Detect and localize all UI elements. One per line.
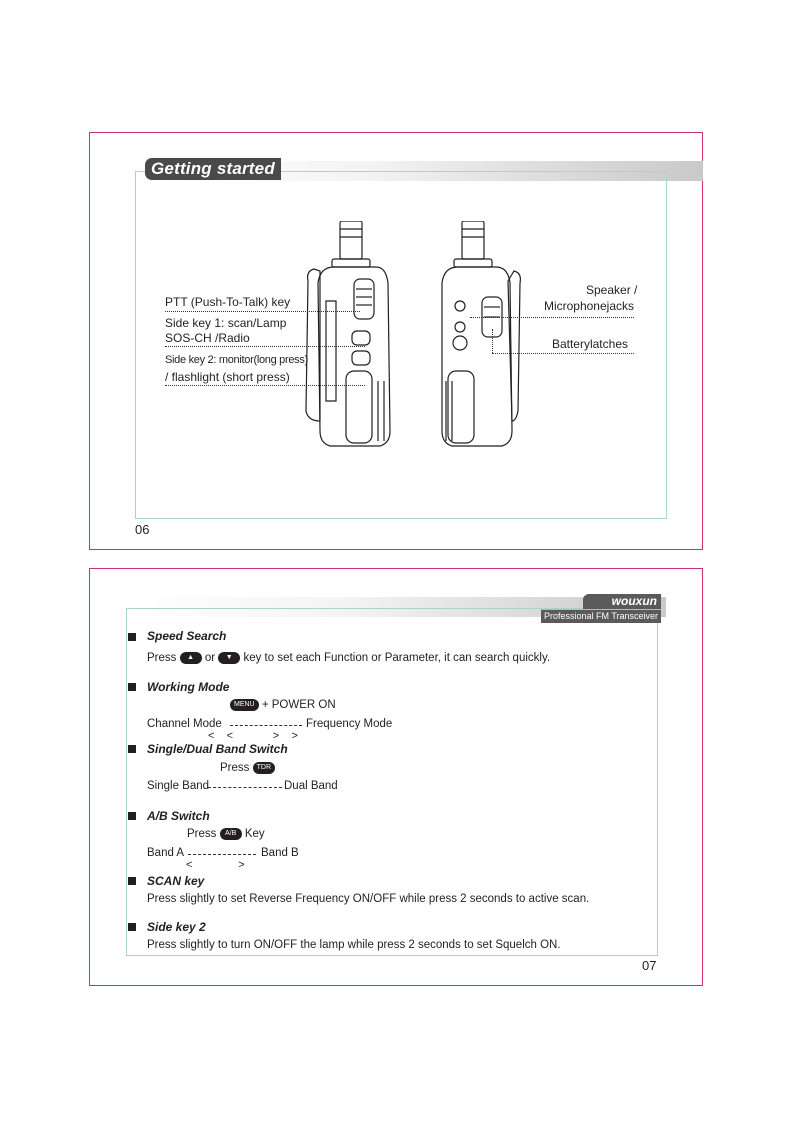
bullet-icon — [128, 877, 136, 885]
bullet-icon — [128, 633, 136, 641]
ptt-leader — [165, 311, 360, 312]
working-mode-combo — [230, 699, 336, 711]
side-key2-title: Side key 2 — [147, 920, 206, 934]
battery-leader — [492, 353, 634, 354]
sos-leader — [165, 346, 365, 347]
side-key2-text: Press slightly to turn ON/OFF the lamp while press 2 seconds to set Squelch ON. — [147, 939, 561, 951]
ab-switch-arrows: < > — [186, 859, 245, 871]
working-mode-line — [230, 725, 302, 726]
up-arrow-icon: ▲ — [180, 652, 202, 664]
ptt-label: PTT (Push-To-Talk) key — [165, 295, 291, 309]
ab-key-icon: A/B — [220, 828, 242, 840]
channel-mode: Channel Mode — [147, 718, 222, 730]
ab-switch-line — [188, 854, 256, 855]
menu-key-icon: MENU — [230, 699, 259, 711]
speed-search-title: Speed Search — [147, 629, 227, 643]
side-key2-label-2: / flashlight (short press) — [165, 370, 290, 384]
brand-logo — [541, 594, 661, 622]
speed-search-or: or — [204, 652, 216, 665]
single-band: Single Band — [147, 780, 210, 792]
battery-label: Batterylatches — [551, 337, 628, 351]
scan-key-title: SCAN key — [147, 874, 205, 888]
bullet-icon — [128, 745, 136, 753]
radio-left-view — [306, 221, 390, 446]
working-mode-title: Working Mode — [147, 680, 230, 694]
bullet-icon — [128, 812, 136, 820]
brand-tagline: Professional FM Transceiver — [541, 609, 661, 623]
down-arrow-icon: ▼ — [218, 652, 240, 664]
side-key2-label-1: Side key 2: monitor(long press) — [165, 354, 308, 366]
page-number: 06 — [135, 522, 150, 537]
power-on-text: + POWER ON — [261, 699, 336, 712]
page-title: Getting started — [145, 158, 281, 180]
page-07 — [89, 568, 703, 986]
working-mode-arrows: < < > > — [208, 730, 298, 742]
bullet-icon — [128, 923, 136, 931]
speed-search-text — [147, 652, 550, 664]
frequency-mode: Frequency Mode — [306, 718, 393, 730]
ab-key-word: Key — [244, 828, 265, 841]
bullet-icon — [128, 683, 136, 691]
battery-leader-vert — [492, 329, 493, 353]
sos-label: SOS-CH /Radio — [165, 331, 250, 345]
radio-right-view — [442, 221, 520, 446]
speaker-label-1: Speaker / — [586, 283, 638, 297]
side-key1-label: Side key 1: scan/Lamp — [165, 316, 287, 330]
brand-name: wouxun — [583, 594, 661, 609]
band-switch-press — [220, 762, 275, 774]
speaker-leader — [470, 317, 634, 318]
tdr-key-icon: TDR — [253, 762, 275, 774]
page-06 — [89, 132, 703, 550]
ab-switch-press — [187, 828, 265, 840]
page-number: 07 — [642, 958, 657, 973]
ab-switch-press-word: Press — [187, 828, 217, 841]
dual-band: Dual Band — [284, 780, 338, 792]
band-a: Band A — [147, 847, 185, 859]
band-b: Band B — [261, 847, 299, 859]
side-key2-leader — [165, 385, 365, 386]
band-switch-line — [208, 787, 282, 788]
scan-key-text: Press slightly to set Reverse Frequency ON/OFF while press 2 seconds to active scan. — [147, 893, 590, 905]
band-switch-press-word: Press — [220, 762, 250, 775]
speaker-label-2: Microphonejacks — [543, 299, 634, 313]
ab-switch-title: A/B Switch — [147, 809, 210, 823]
speed-search-desc: key to set each Function or Parameter, it can search quickly. — [243, 652, 551, 665]
band-switch-title: Single/Dual Band Switch — [147, 742, 288, 756]
speed-search-press: Press — [147, 652, 177, 665]
